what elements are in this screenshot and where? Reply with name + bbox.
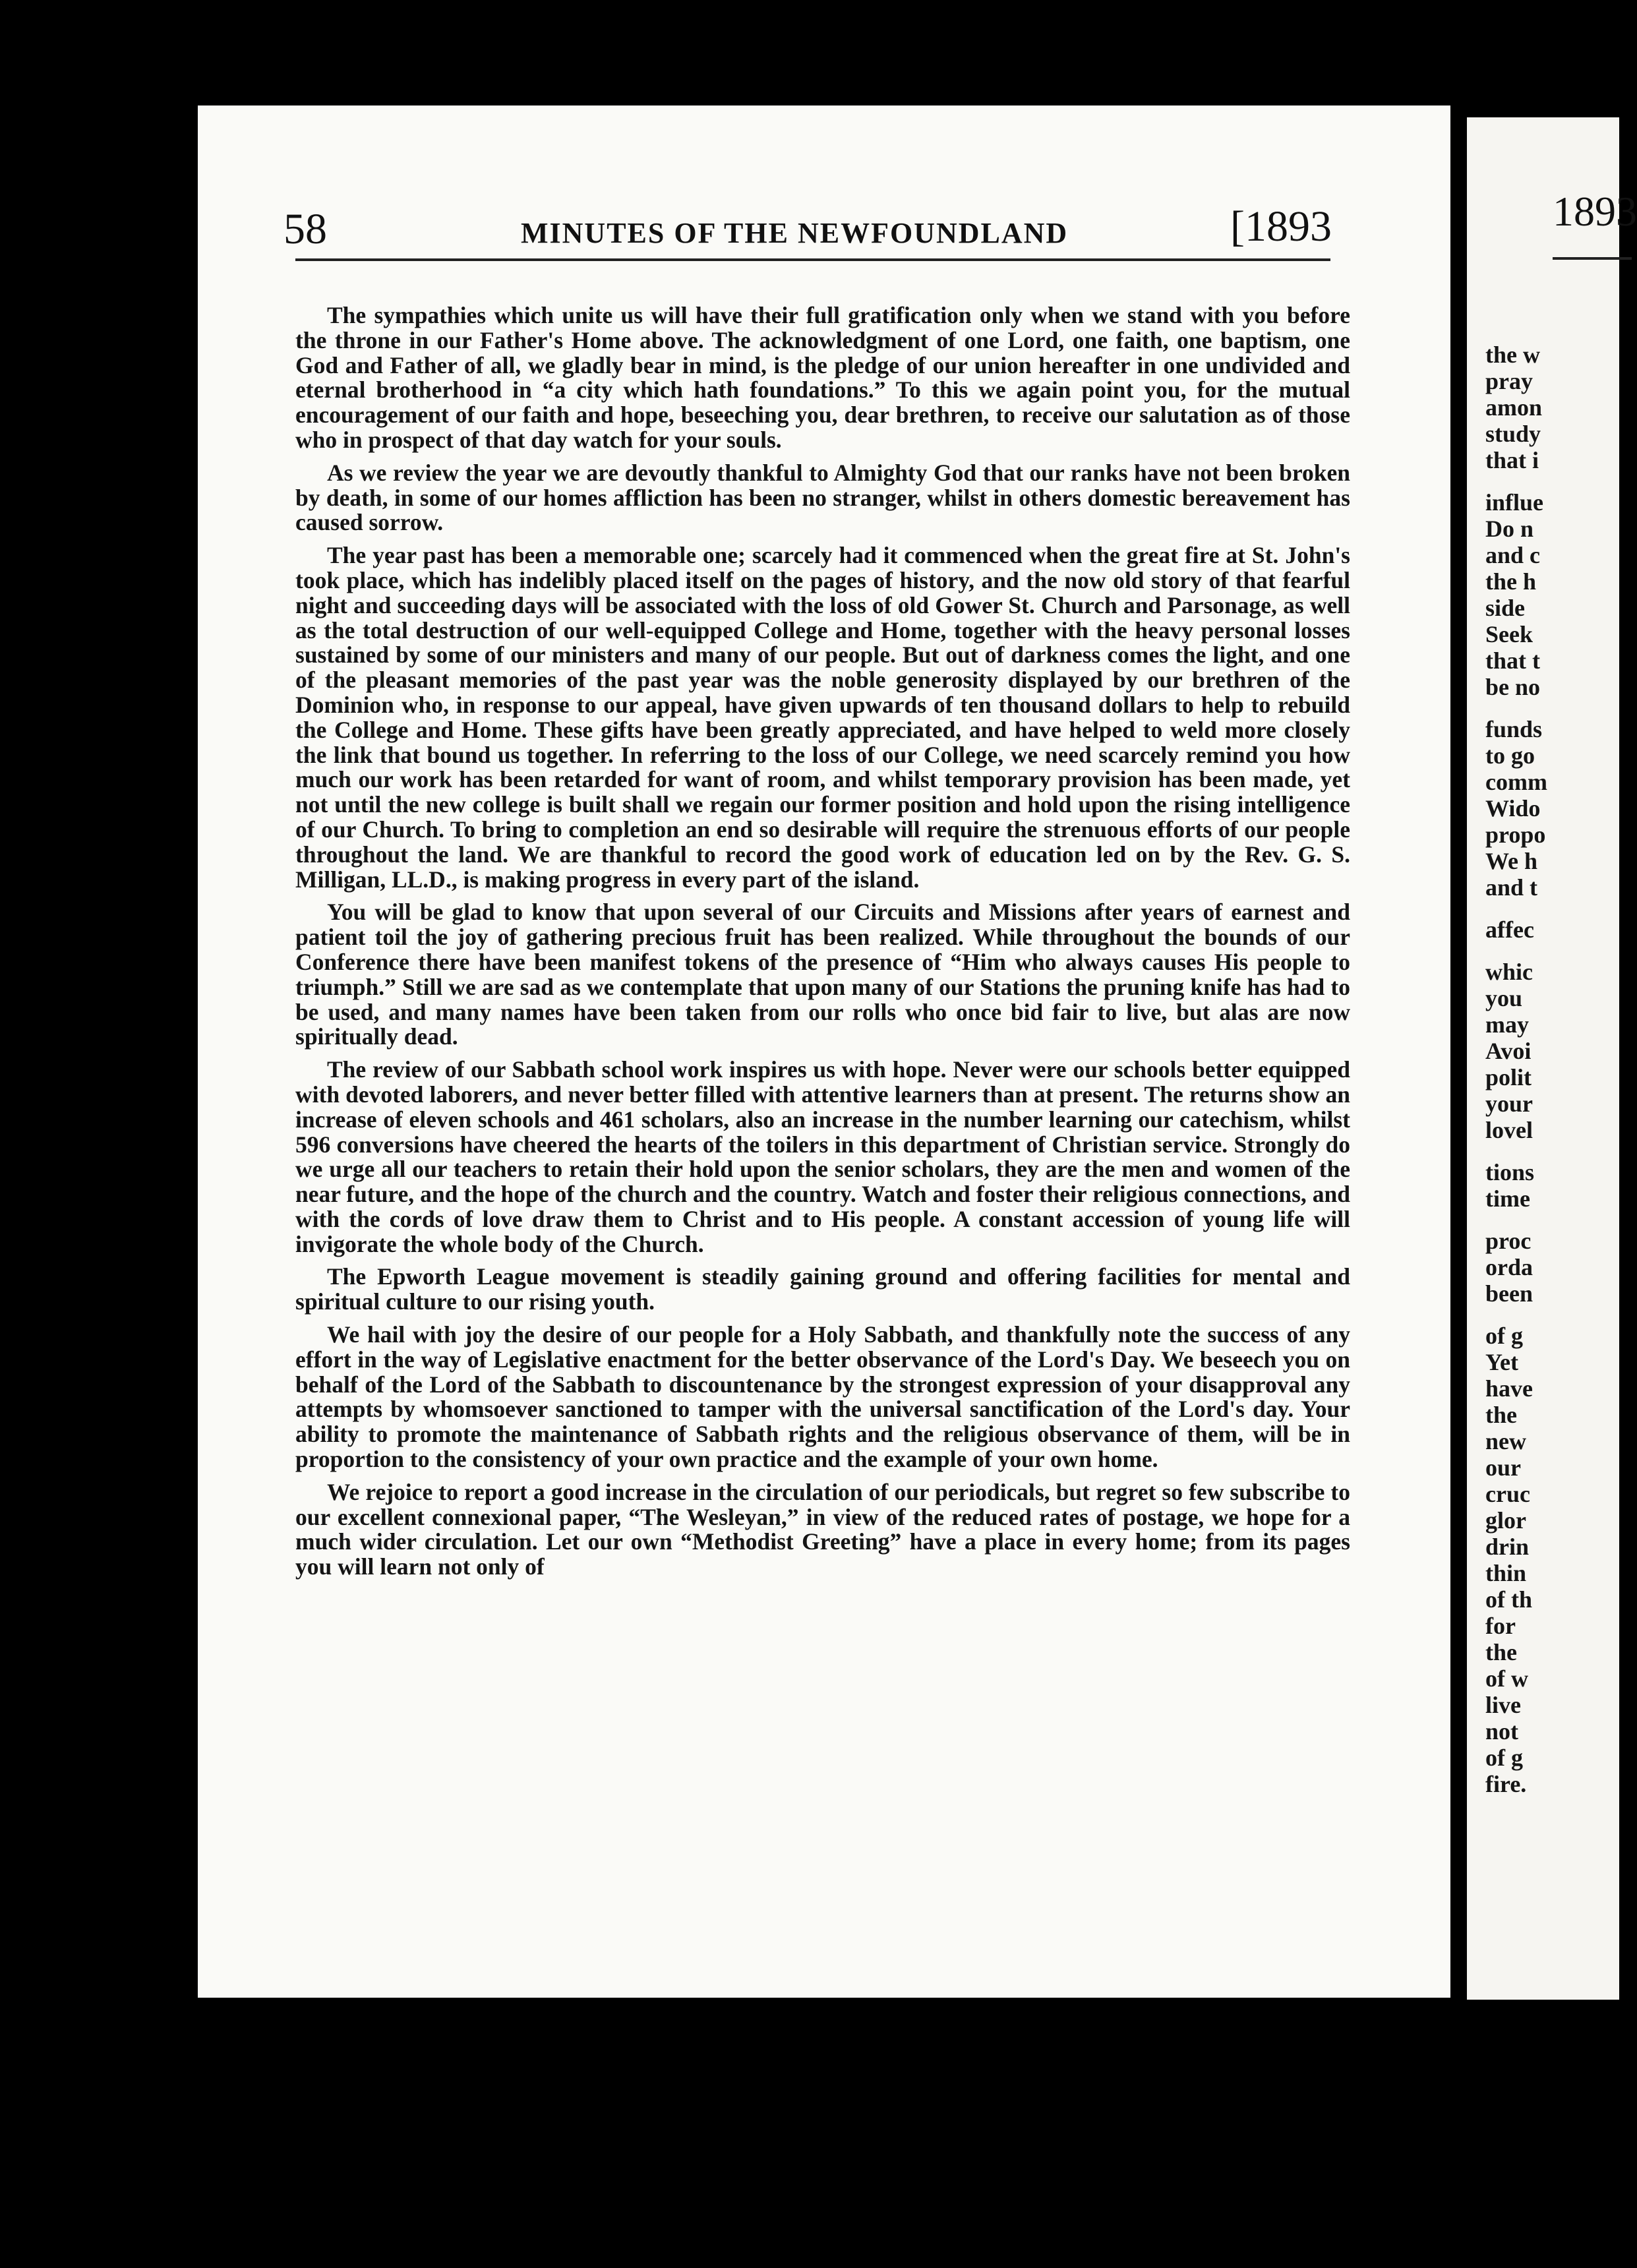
facing-line: pray [1485,368,1533,394]
facing-line: side [1485,595,1526,621]
paragraph: The sympathies which unite us will have their full gratification only when we stand with you before the throne in our Father's Home above. The acknowledgment of one Lord, one faith, one baptism, one God and Father of all, we gladly bear in mind, is the pledge of our union hereafter in one undivided and eternal brotherhood in “a city which hath foundations.” To this we again point you, for the mutual encouragement of our faith and hope, beseeching you, dear brethren, to receive our salutation as of those who in prospect of that day watch for your souls. [295,302,1350,453]
facing-line: orda [1485,1254,1533,1280]
facing-line: comm [1485,769,1547,795]
facing-line-gap [1485,1143,1624,1159]
facing-line: thin [1485,1560,1527,1586]
page-gutter [1450,105,1467,2004]
facing-line-gap [1485,1307,1624,1323]
facing-line: study [1485,421,1541,447]
facing-line: of w [1485,1665,1528,1692]
facing-line: the h [1485,568,1537,595]
facing-line: amon [1485,394,1543,421]
page-header [283,198,1332,264]
facing-line: our [1485,1454,1521,1481]
facing-line: live [1485,1692,1521,1718]
facing-line: that i [1485,447,1539,473]
facing-line: polit [1485,1064,1532,1090]
facing-line: the [1485,1639,1517,1665]
facing-line: drin [1485,1534,1530,1560]
facing-line: been [1485,1280,1533,1307]
facing-line: the w [1485,342,1540,368]
facing-page-header: 1893 [1553,188,1637,235]
left-page [198,105,1450,1998]
facing-line: Do n [1485,516,1534,542]
facing-line: cruc [1485,1481,1530,1507]
facing-line: Yet [1485,1349,1518,1375]
facing-line: of g [1485,1323,1523,1349]
facing-line: funds [1485,716,1543,742]
facing-line: and c [1485,542,1541,568]
facing-line: not [1485,1718,1519,1745]
facing-line: new [1485,1428,1526,1454]
facing-line: fire. [1485,1771,1527,1797]
facing-line: Avoi [1485,1038,1532,1064]
paragraph: The review of our Sabbath school work inspires us with hope. Never were our schools better equipped with devoted laborers, and never better filled with attentive learners than at present. The returns show an increase of eleven schools and 461 scholars, also an increase in the number learning our catechism, whilst 596 conversions have cheered the hearts of the toilers in this department of Christian service. Strongly do we urge all our teachers to retain their hold upon the senior scholars, they are the men and women of the near future, and the hope of the church and the country. Watch and foster their religious connections, and with the cords of love draw them to Christ and to His people. A constant accession of young life will invigorate the whole body of the Church. [295,1056,1350,1257]
header-rule [295,258,1330,261]
facing-line: of g [1485,1745,1523,1771]
paragraph: As we review the year we are devoutly thankful to Almighty God that our ranks have not been broken by death, in some of our homes affliction has been no stranger, whilst in others domestic bereavement has caused sorrow. [295,459,1350,536]
facing-line-gap [1485,473,1624,489]
paragraph: We rejoice to report a good increase in the circulation of our periodicals, but regret so few subscribe to our excellent connexional paper, “The Wesleyan,” in view of the reduced rates of postage, we hope for a much wider circulation. Let our own “Methodist Greeting” have a place in every home; from its pages you will learn not only of [295,1478,1350,1580]
facing-header-rule [1553,257,1632,260]
page-number: 58 [283,205,327,253]
facing-line: affec [1485,916,1534,943]
facing-line: to go [1485,742,1535,769]
facing-line: time [1485,1185,1530,1212]
running-title: MINUTES OF THE NEWFOUNDLAND [521,217,1069,249]
facing-line: the [1485,1402,1517,1428]
facing-line: glor [1485,1507,1526,1534]
facing-line-gap [1485,700,1624,716]
facing-line: and t [1485,874,1538,901]
facing-line-gap [1485,1212,1624,1228]
facing-line-gap [1485,901,1624,916]
paragraph: You will be glad to know that upon several of our Circuits and Missions after years of earnest and patient toil the joy of gathering precious fruit has been realized. While throughout the bounds of our Conference there have been manifest tokens of the presence of “Him who always causes His people to triumph.” Still we are sad as we contemplate that upon many of our Stations the pruning knife has had to be used, and many names have been taken from our rolls who once bid fair to live, but alas are now spiritually dead. [295,899,1350,1050]
paragraph: The Epworth League movement is steadily gaining ground and offering facilities for mental and spiritual culture to our rising youth. [295,1263,1350,1315]
paragraph: The year past has been a memorable one; scarcely had it commenced when the great fire at St. John's took place, which has indelibly placed itself on the pages of history, and the now old story of that fearful night and succeeding days will be associated with the loss of old Gower St. Church and Parsonage, as well as the total destruction of our well-equipped College and Home, together with the heavy personal losses sustained by some of our ministers and many of our people. But out of darkness comes the light, and one of the pleasant memories of the past year was the noble generosity displayed by our brethren of the Dominion who, in response to our appeal, have given upwards of ten thousand dollars to help to rebuild the College and Home. These gifts have been greatly appreciated, and have helped to weld more closely the link that bound us together. In referring to the loss of our College, we need scarcely remind you how much our work has been retarded for want of room, and whilst temporary provision has been made, yet not until the new college is built shall we regain our former position and hold upon the rising intelligence of our Church. To bring to completion an end so desirable will require the strenuous efforts of our people throughout the land. We are thankful to record the good work of education led on by the Rev. G. S. Milligan, LL.D., is making progress in every part of the island. [295,542,1350,893]
facing-line-gap [1485,943,1624,959]
paragraph: We hail with joy the desire of our people for a Holy Sabbath, and thankfully note the success of any effort in the way of Legislative enactment for the better observance of the Lord's Day. We beseech you on behalf of the Lord of the Sabbath to discountenance by the strongest expression of your disapproval any attempts by whomsoever sanctioned to tamper with the universal sanctification of the Lord's day. Your ability to promote the maintenance of Sabbath rights and the religious observance of them, will be in proportion to the consistency of your own practice and the example of your own home. [295,1321,1350,1473]
facing-line: influe [1485,489,1544,516]
facing-line: whic [1485,959,1533,985]
facing-line: that t [1485,647,1540,674]
facing-line: proc [1485,1228,1532,1254]
facing-line: Seek [1485,621,1533,647]
facing-line: your [1485,1090,1533,1117]
facing-line: of th [1485,1586,1532,1613]
facing-line: for [1485,1613,1516,1639]
facing-line: Wido [1485,795,1541,821]
facing-line: be no [1485,674,1541,700]
facing-page [1467,117,1637,2000]
facing-line: have [1485,1375,1533,1402]
facing-line: propo [1485,821,1546,848]
facing-line: you [1485,985,1523,1011]
facing-line: lovel [1485,1117,1533,1143]
facing-line: tions [1485,1159,1535,1185]
facing-page-text [1485,342,1624,1797]
header-year: [1893 [1230,202,1332,251]
facing-line: We h [1485,848,1538,874]
body-text [295,303,1350,1588]
facing-line: may [1485,1011,1529,1038]
